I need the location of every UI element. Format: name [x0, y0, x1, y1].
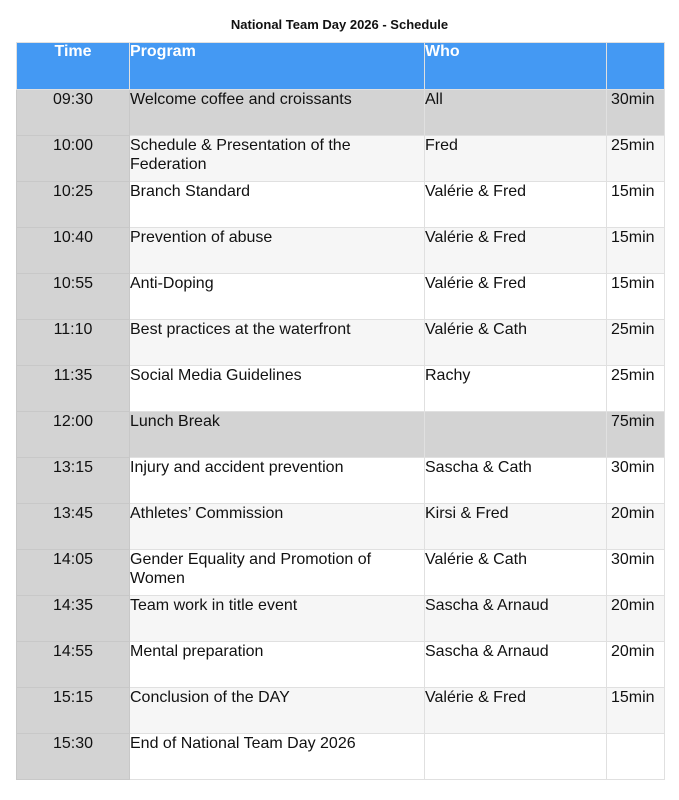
header-row	[17, 43, 665, 90]
duration-cell: 25min	[607, 136, 665, 182]
who-cell: Sascha & Cath	[425, 458, 607, 504]
who-cell	[425, 412, 607, 458]
table-row	[17, 504, 665, 550]
program-cell: Prevention of abuse	[130, 228, 425, 274]
who-cell: Valérie & Fred	[425, 688, 607, 734]
duration-cell: 30min	[607, 550, 665, 596]
time-cell: 10:40	[17, 228, 130, 274]
duration-cell: 25min	[607, 320, 665, 366]
who-cell: Valérie & Cath	[425, 320, 607, 366]
time-cell: 12:00	[17, 412, 130, 458]
duration-cell: 25min	[607, 366, 665, 412]
time-cell: 11:35	[17, 366, 130, 412]
table-row	[17, 366, 665, 412]
duration-cell: 15min	[607, 688, 665, 734]
duration-cell: 20min	[607, 504, 665, 550]
program-cell: Injury and accident prevention	[130, 458, 425, 504]
table-row	[17, 90, 665, 136]
table-row	[17, 458, 665, 504]
who-cell: All	[425, 90, 607, 136]
program-cell: Anti-Doping	[130, 274, 425, 320]
table-row	[17, 182, 665, 228]
who-cell: Kirsi & Fred	[425, 504, 607, 550]
program-cell: Lunch Break	[130, 412, 425, 458]
time-cell: 15:30	[17, 734, 130, 780]
program-cell: Schedule & Presentation of the Federation	[130, 136, 425, 182]
time-cell: 15:15	[17, 688, 130, 734]
table-row	[17, 734, 665, 780]
time-cell: 14:05	[17, 550, 130, 596]
time-cell: 10:00	[17, 136, 130, 182]
program-cell: Welcome coffee and croissants	[130, 90, 425, 136]
table-row	[17, 688, 665, 734]
who-cell	[425, 734, 607, 780]
table-row	[17, 274, 665, 320]
time-cell: 13:45	[17, 504, 130, 550]
table-row	[17, 228, 665, 274]
time-cell: 14:35	[17, 596, 130, 642]
column-header-duration	[607, 43, 665, 90]
time-cell: 11:10	[17, 320, 130, 366]
duration-cell	[607, 734, 665, 780]
who-cell: Rachy	[425, 366, 607, 412]
duration-cell: 15min	[607, 228, 665, 274]
who-cell: Sascha & Arnaud	[425, 642, 607, 688]
table-row	[17, 320, 665, 366]
program-cell: Best practices at the waterfront	[130, 320, 425, 366]
table-row	[17, 550, 665, 596]
program-cell: Branch Standard	[130, 182, 425, 228]
program-cell: Gender Equality and Promotion of Women	[130, 550, 425, 596]
duration-cell: 15min	[607, 182, 665, 228]
who-cell: Fred	[425, 136, 607, 182]
who-cell: Valérie & Cath	[425, 550, 607, 596]
program-cell: Mental preparation	[130, 642, 425, 688]
program-cell: Conclusion of the DAY	[130, 688, 425, 734]
page-title: National Team Day 2026 - Schedule	[230, 17, 449, 32]
duration-cell: 75min	[607, 412, 665, 458]
table-row	[17, 596, 665, 642]
program-cell: Social Media Guidelines	[130, 366, 425, 412]
duration-cell: 30min	[607, 90, 665, 136]
table-row	[17, 412, 665, 458]
schedule-body	[17, 90, 665, 780]
duration-cell: 20min	[607, 596, 665, 642]
program-cell: Athletes’ Commission	[130, 504, 425, 550]
who-cell: Valérie & Fred	[425, 274, 607, 320]
column-header-who: Who	[425, 43, 607, 90]
duration-cell: 30min	[607, 458, 665, 504]
column-header-program: Program	[130, 43, 425, 90]
duration-cell: 15min	[607, 274, 665, 320]
program-cell: End of National Team Day 2026	[130, 734, 425, 780]
column-header-time: Time	[17, 43, 130, 90]
time-cell: 13:15	[17, 458, 130, 504]
time-cell: 14:55	[17, 642, 130, 688]
who-cell: Sascha & Arnaud	[425, 596, 607, 642]
who-cell: Valérie & Fred	[425, 182, 607, 228]
duration-cell: 20min	[607, 642, 665, 688]
time-cell: 10:55	[17, 274, 130, 320]
who-cell: Valérie & Fred	[425, 228, 607, 274]
time-cell: 09:30	[17, 90, 130, 136]
table-row	[17, 642, 665, 688]
time-cell: 10:25	[17, 182, 130, 228]
table-row	[17, 136, 665, 182]
program-cell: Team work in title event	[130, 596, 425, 642]
schedule-table	[16, 42, 665, 780]
